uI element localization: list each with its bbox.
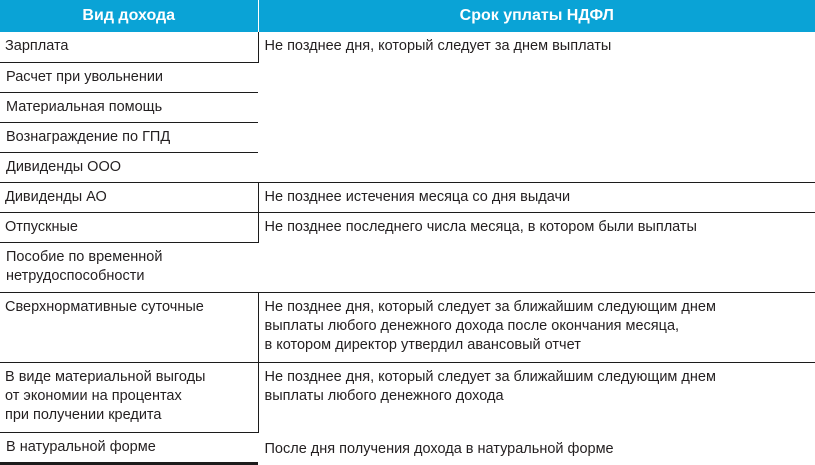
income-type-text: В виде материальной выгоды: [5, 368, 206, 385]
deadline-cell: [258, 292, 815, 362]
income-type-text: Материальная помощь: [6, 98, 163, 115]
table-row: [0, 182, 815, 212]
deadline-text: выплаты любого денежного дохода после окончания месяца,: [264, 317, 680, 334]
income-type-text: Сверхнормативные суточные: [5, 298, 204, 315]
income-type-text: нетрудоспособности: [6, 267, 145, 284]
income-type-text: от экономии на процентах: [5, 387, 182, 404]
income-type-text: Вознаграждение по ГПД: [6, 128, 171, 145]
income-type-text: Пособие по временной: [6, 248, 163, 265]
income-type-cell: [0, 362, 258, 432]
table-row: [0, 292, 815, 362]
income-type-cell: [0, 92, 258, 122]
income-type-text: Зарплата: [5, 38, 69, 54]
income-type-cell: [0, 212, 258, 242]
income-type-text: Расчет при увольнении: [6, 68, 164, 85]
deadline-text: Не позднее последнего числа месяца, в котором были выплаты: [264, 218, 697, 235]
income-type-cell: [0, 62, 258, 92]
income-type-cell: [0, 292, 258, 362]
income-type-text: Отпускные: [5, 218, 78, 235]
table-row: [0, 32, 815, 62]
deadline-cell: [258, 362, 815, 463]
header-tax-deadline: Срок уплаты НДФЛ: [258, 0, 815, 32]
table-row: [0, 362, 815, 432]
deadline-text: в котором директор утвердил авансовый отчет: [264, 336, 581, 353]
deadline-text: Не позднее дня, который следует за ближайшим следующим днем: [264, 298, 716, 315]
income-type-text: Дивиденды ООО: [6, 158, 122, 175]
income-type-cell: [0, 242, 258, 292]
income-type-cell: [0, 32, 258, 62]
deadline-text: Не позднее дня, который следует за ближайшим следующим днем: [264, 368, 716, 385]
deadline-cell: [258, 182, 815, 212]
income-type-cell: [0, 122, 258, 152]
deadline-cell: [258, 32, 815, 182]
table-header-row: [0, 0, 815, 32]
deadline-text: Не позднее дня, который следует за днем выплаты: [264, 38, 612, 54]
income-type-cell: [0, 182, 258, 212]
deadline-text: выплаты любого денежного дохода: [264, 387, 504, 404]
income-type-cell: [0, 152, 258, 182]
table-row: [0, 212, 815, 242]
deadline-cell: [258, 212, 815, 292]
header-income-type: Вид дохода: [0, 0, 258, 32]
income-type-text: при получении кредита: [5, 406, 162, 423]
income-type-text: В натуральной форме: [6, 438, 156, 455]
income-type-text: Дивиденды АО: [5, 188, 107, 205]
deadline-text: После дня получения дохода в натуральной форме: [264, 441, 614, 457]
deadline-text: Не позднее истечения месяца со дня выдачи: [264, 188, 571, 205]
income-type-cell: [0, 432, 258, 463]
